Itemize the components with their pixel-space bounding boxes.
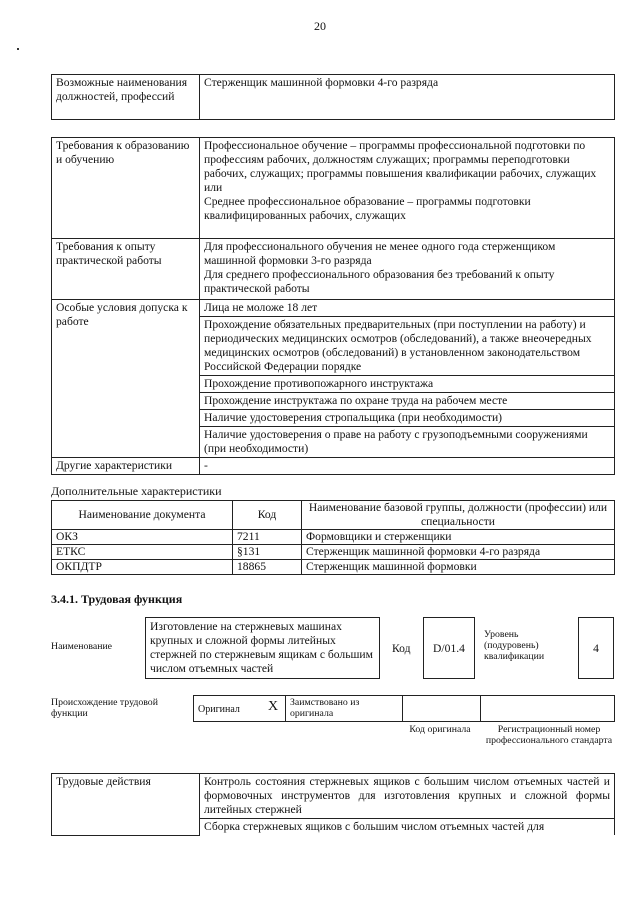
doc-cell: ОКЗ [52, 530, 233, 545]
experience-line: Для среднего профессионального образования без требований к опыту практической работы [204, 268, 555, 295]
action-item: Сборка стержневых ящиков с большим числом отъемных частей для [200, 819, 615, 836]
code-cell: 7211 [233, 530, 302, 545]
code-value: D/01.4 [433, 642, 465, 655]
reg-number-label: Регистрационный номер профессионального стандарта [485, 724, 613, 746]
positions-label: Возможные наименования должностей, профессий [52, 75, 200, 120]
level-value: 4 [593, 642, 599, 655]
education-label: Требования к образованию и обучению [52, 138, 200, 239]
education-line: Среднее профессиональное образование – программы подготовки квалифицированных рабочих, служащих [204, 195, 531, 222]
code-box [423, 617, 475, 679]
borrowed-label: Заимствовано из оригинала [290, 697, 360, 719]
original-code-label: Код оригинала [409, 724, 471, 735]
education-cell [200, 138, 615, 239]
requirements-table [51, 137, 615, 475]
col-header-group: Наименование базовой группы, должности (профессии) или специальности [302, 501, 615, 530]
origin-divider [480, 695, 481, 722]
special-item: Прохождение обязательных предварительных (при поступлении на работу) и периодических медицинских осмотров (обследований), а также внеочередных медицинских осмотров (обследований) в установленном законодательством Российской Федерации порядке [200, 317, 615, 376]
special-item: Прохождение противопожарного инструктажа [200, 376, 615, 393]
level-label: Уровень (подуровень) квалификации [484, 629, 545, 662]
actions-table [51, 773, 615, 836]
function-name-box [145, 617, 380, 679]
experience-line: Для профессионального обучения не менее одного года стерженщиком машинной формовки 3-го разряда [204, 240, 556, 267]
function-name-value: Изготовление на стержневых машинах крупных и сложной формы литейных стержней по стержневым ящикам с большим числом отъемных частей [150, 620, 373, 675]
scan-speck [17, 48, 19, 50]
doc-cell: ОКПДТР [52, 560, 233, 575]
action-item: Контроль состояния стержневых ящиков с большим числом отъемных частей и формовочных инструментов для изготовления крупных и сложной формы литейных стержней [200, 774, 615, 819]
level-box [578, 617, 614, 679]
education-line: Профессиональное обучение – программы профессиональной подготовки по профессиям рабочих, должностям служащих; программы переподготовки рабочих, служащих; программы повышения квалификации рабочих, служащих [204, 139, 597, 180]
origin-divider [402, 695, 403, 722]
special-item: Наличие удостоверения стропальщика (при необходимости) [200, 410, 615, 427]
code-cell: §131 [233, 545, 302, 560]
col-header-document: Наименование документа [52, 501, 233, 530]
positions-value: Стерженщик машинной формовки 4-го разряда [200, 75, 615, 120]
positions-table [51, 74, 615, 120]
group-cell: Стерженщик машинной формовки [302, 560, 615, 575]
original-mark: X [268, 699, 279, 714]
other-label: Другие характеристики [52, 458, 200, 475]
col-header-code: Код [233, 501, 302, 530]
experience-label: Требования к опыту практической работы [52, 239, 200, 300]
code-cell: 18865 [233, 560, 302, 575]
special-item: Лица не моложе 18 лет [200, 300, 615, 317]
special-item: Прохождение инструктажа по охране труда на рабочем месте [200, 393, 615, 410]
group-cell: Стерженщик машинной формовки 4-го разряда [302, 545, 615, 560]
origin-row [193, 695, 615, 722]
code-label: Код [392, 642, 411, 655]
additional-table [51, 500, 615, 575]
education-line: или [204, 181, 223, 194]
special-item: Наличие удостоверения о праве на работу с грузоподъемными сооружениями (при необходимости) [200, 427, 615, 458]
name-label: Наименование [51, 641, 113, 652]
special-label: Особые условия допуска к работе [52, 300, 200, 458]
additional-title: Дополнительные характеристики [51, 484, 222, 498]
origin-label: Происхождение трудовой функции [51, 697, 158, 719]
group-cell: Формовщики и стерженщики [302, 530, 615, 545]
other-value: - [200, 458, 615, 475]
original-label: Оригинал [198, 704, 240, 715]
experience-cell [200, 239, 615, 300]
origin-divider [285, 695, 286, 722]
doc-cell: ЕТКС [52, 545, 233, 560]
page-number: 20 [314, 19, 326, 33]
actions-label: Трудовые действия [52, 774, 200, 836]
labor-function-heading: 3.4.1. Трудовая функция [51, 592, 183, 606]
